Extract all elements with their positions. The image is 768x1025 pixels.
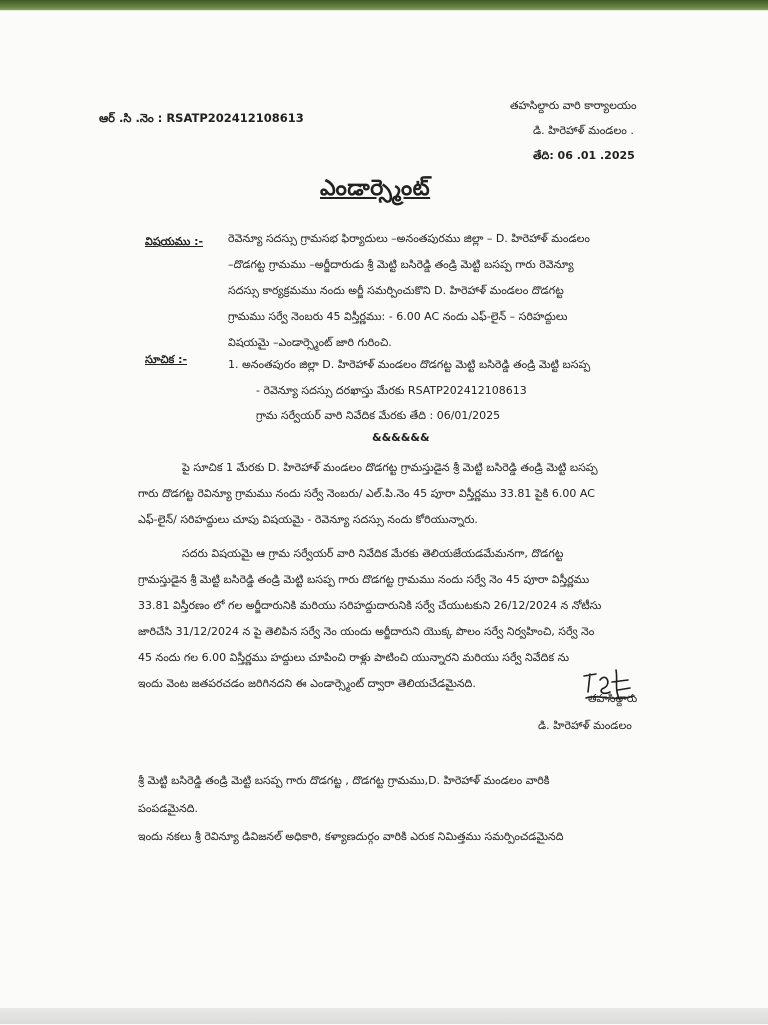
paragraph-line: పై సూచిక 1 మేరకు D. హిరెహాళ్ మండలం దొడగట్ట గ్రామస్తుడైన శ్రీ మెట్టి బసిరెడ్డి తండ్రి మెట్టి బసప్ప	[182, 461, 598, 474]
subject-line: గ్రామము సర్వే నెంబరు 45 విస్తీర్ణము: - 6.00 AC నందు ఎఫ్-లైన్ – సరిహద్దులు	[228, 310, 568, 323]
reference-line: గ్రామ సర్వేయర్ వారి నివేదిక మేరకు తేది : 06/01/2025	[256, 409, 501, 422]
subject-line: సదస్సు కార్యక్రమము నందు అర్జీ సమర్పించుకొని D. హిరెహాళ్ మండలం దొడగట్ట	[228, 284, 564, 297]
paragraph-line: జారిచేసి 31/12/2024 న పై తెలిపిన సర్వే నెం యందు అర్జీదారుని యొక్క పొలం సర్వే నిర్వహించి, సర్వే నెం	[138, 625, 595, 638]
footer-line: శ్రీ మెట్టి బసిరెడ్డి తండ్రి మెట్టి బసప్ప గారు దొడగట్ట , దొడగట్ట గ్రామము,D. హిరెహాళ్ మండలం వారికి	[138, 774, 550, 787]
paragraph-line: గారు దొడగట్ట రెవిన్యూ గ్రామము నందు సర్వే నెంబరు/ ఎల్.పి.నెం 45 పూరా విస్తీర్ణము 33.81 పైకి 6.00 AC	[138, 487, 595, 500]
reference-line: - రెవెన్యూ సదస్సు దరఖాస్తు మేరకు RSATP202412108613	[256, 384, 527, 397]
paragraph-line: గ్రామస్తుడైన శ్రీ మెట్టి బసిరెడ్డి తండ్రి మెట్టి బసప్ప గారు దొడగట్ట గ్రామము నందు సర్వే నెం 45 పూరా విస్తీర్ణము	[138, 573, 590, 586]
office-name: తహసిల్దారు వారి కార్యాలయం	[510, 99, 637, 112]
footer-line: పంపడమైనది.	[138, 802, 198, 815]
subject-line: –దొడగట్ట గ్రామము –అర్జీదారుడు శ్రీ మెట్టి బసిరెడ్డి తండ్రి మెట్టి బసప్ప గారు రెవెన్యూ	[228, 258, 574, 271]
paragraph-line: సదరు విషయమై ఆ గ్రామ సర్వేయర్ వారి నివేదిక మేరకు తెలియజేయడమేమనగా, దొడగట్ట	[182, 547, 564, 560]
paragraph-line: ఎఫ్-లైన్/ సరిహద్దులు చూపు విషయమై - రెవెన్యూ సదస్సు నందు కోరియున్నారు.	[138, 513, 478, 526]
subject-label: విషయము :-	[145, 235, 204, 248]
office-mandal: డి. హిరెహాళ్ మండలం .	[533, 124, 634, 137]
subject-line: విషయమై –ఎండార్స్మెంట్ జారి గురించి.	[228, 336, 392, 349]
signatory-place: డి. హిరెహాళ్ మండలం	[538, 719, 632, 732]
page-bottom-edge	[0, 1008, 768, 1024]
paragraph-line: 45 నందు గల 6.00 విస్తీర్ణము హద్దులు చూపించి రాళ్లు పాటించి యున్నారని మరియు సర్వే నివేదిక ను	[138, 651, 570, 664]
paragraph-line: ఇందు వెంట జతపరచడం జరిగినదని ఈ ఎండార్స్మెంట్ ద్వారా తెలియచేడమైనది.	[138, 677, 476, 690]
reference-separator: &&&&&&	[372, 431, 430, 444]
subject-line: రెవెన్యూ సదస్సు గ్రామసభ ఫిర్యాదులు –అనంతపురము జిల్లా – D. హిరెహాళ్ మండలం	[228, 232, 590, 245]
reference-label: సూచిక :-	[145, 353, 188, 366]
rc-number: ఆర్ .సి .నెం : RSATP202412108613	[99, 111, 304, 125]
paragraph-line: 33.81 విస్తీరణం లో గల అర్జీదారునికి మరియు సరిహద్దుదారునికి సర్వే చేయుటకుని 26/12/2024 న నోటీసు	[138, 599, 602, 612]
document-title: ఎండార్స్మెంట్	[320, 176, 431, 201]
reference-line: 1. అనంతపురం జిల్లా D. హిరెహాళ్ మండలం దొడగట్ట మెట్టి బసిరెడ్డి తండ్రి మెట్టి బసప్ప	[228, 358, 591, 371]
footer-line: ఇందు నకలు శ్రీ రెవిన్యూ డివిజనల్ అధికారి, కళ్యాణదుర్గం వారికి ఎరుక నిమిత్తము సమర్పించడమైనది	[138, 830, 564, 843]
signatory-title: తహసిల్దారు	[588, 692, 638, 705]
document-date: తేది: 06 .01 .2025	[533, 149, 635, 162]
